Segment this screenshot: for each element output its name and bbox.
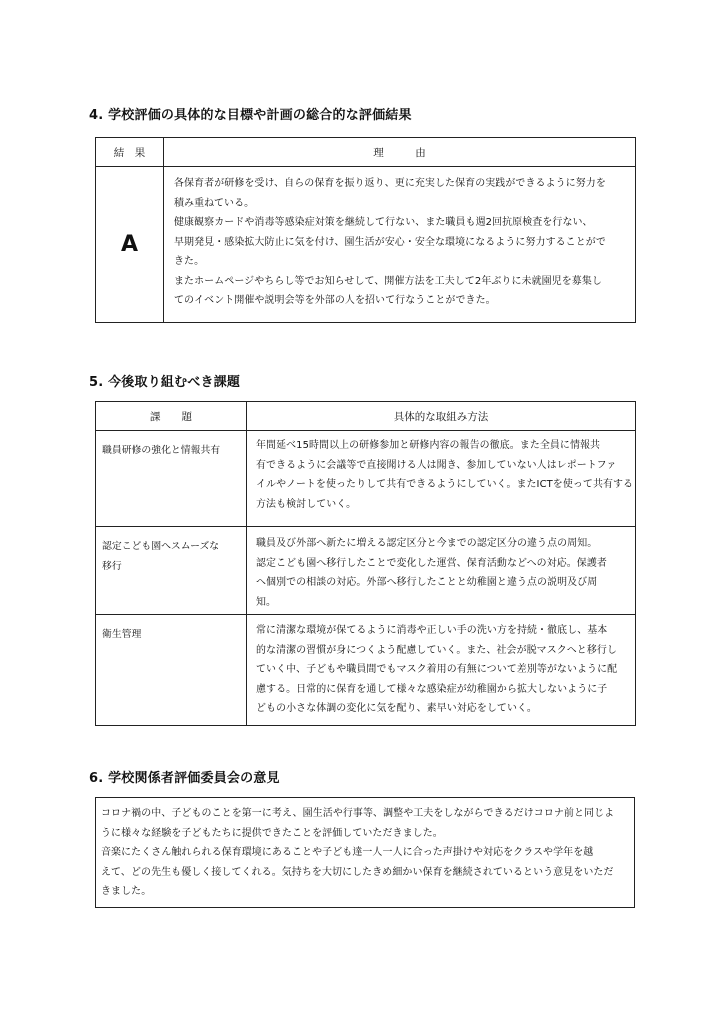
reason-line: 積み重ねている。	[174, 197, 255, 209]
task-line: 移行	[102, 560, 122, 572]
method-column-header: 具体的な取組み方法	[247, 402, 636, 431]
future-tasks-table	[95, 401, 636, 726]
task-line: 衛生管理	[102, 629, 142, 640]
task-cell	[96, 615, 247, 726]
method-line: 知。	[256, 596, 277, 608]
method-line: ていく中、子どもや職員間でもマスク着用の有無について差別等がないように配	[256, 664, 618, 675]
reason-line: またホームページやちらし等でお知らせして、開催方法を工夫して2年ぶりに未就園児を募集し	[174, 275, 602, 287]
method-line: 的な清潔の習慣が身につくよう配慮していく。また、社会が脱マスクへと移行し	[256, 644, 617, 656]
method-line: 方法も検討していく。	[256, 498, 357, 510]
reason-column-header: 理 由	[164, 138, 636, 167]
table-row	[96, 527, 636, 615]
method-cell	[247, 527, 636, 615]
task-line: 認定こども園へスムーズな	[102, 541, 220, 552]
opinion-line: えて、どの先生も優しく接してくれる。気持ちを大切にしたきめ細かい保育を継続されているという意見をいただ	[101, 866, 614, 878]
opinion-line: コロナ禍の中、子どものことを第一に考え、園生活や行事等、調整や工夫をしながらできるだけコロナ前と同じよ	[101, 808, 615, 819]
method-line: 慮する。日常的に保育を通して様々な感染症が幼稚園から拡大しないように子	[256, 683, 608, 695]
method-line: 常に清潔な環境が保てるように消毒や正しい手の洗い方を持続・徹底し、基本	[256, 625, 608, 636]
task-cell	[96, 527, 247, 615]
section5-heading: 5. 今後取り組むべき課題	[89, 375, 241, 390]
task-cell	[96, 431, 247, 527]
reason-line: きた。	[174, 256, 205, 267]
method-line: どもの小さな体調の変化に気を配り、素早い対応をしていく。	[256, 703, 537, 714]
opinion-line: きました。	[101, 886, 152, 897]
task-column-header: 課 題	[96, 402, 247, 431]
method-line: 有できるように会議等で直接聞ける人は聞き、参加していない人はレポートファ	[256, 459, 617, 471]
table-row	[96, 431, 636, 527]
section6-heading: 6. 学校関係者評価委員会の意見	[89, 771, 280, 786]
evaluation-result-table	[95, 137, 636, 323]
reason-line: 各保育者が研修を受け、自らの保育を振り返り、更に充実した保育の実践ができるように努力を	[174, 178, 606, 189]
evaluation-grade: A	[96, 167, 164, 323]
method-line: イルやノートを使ったりして共有できるようにしていく。またICTを使って共有する	[256, 479, 634, 490]
opinion-line: 音楽にたくさん触れられる保育環境にあることや子ども達一人一人に合った声掛けや対応をクラスや学年を越	[101, 847, 594, 858]
committee-opinion-box	[95, 797, 635, 908]
reason-line: 健康観察カードや消毒等感染症対策を継続して行ない、また職員も週2回抗原検査を行ない、	[174, 217, 593, 228]
method-line: へ個別での相談の対応。外部へ移行したことと幼稚園と違う点の説明及び周	[256, 577, 598, 588]
method-line: 認定こども園へ移行したことで変化した運営、保育活動などへの対応。保護者	[256, 557, 607, 569]
method-line: 年間延べ15時間以上の研修参加と研修内容の報告の徹底。また全員に情報共	[256, 440, 601, 451]
method-line: 職員及び外部へ新たに増える認定区分と今までの認定区分の違う点の周知。	[256, 538, 598, 549]
method-cell	[247, 615, 636, 726]
reason-line: てのイベント開催や説明会等を外部の人を招いて行なうことができた。	[174, 295, 496, 306]
table-row	[96, 615, 636, 726]
method-cell	[247, 431, 636, 527]
committee-opinion-text	[96, 798, 635, 908]
reason-line: 早期発見・感染拡大防止に気を付け、園生活が安心・安全な環境になるように努力することがで	[174, 236, 606, 248]
task-line: 職員研修の強化と情報共有	[102, 445, 221, 456]
opinion-line: うに様々な経験を子どもたちに提供できたことを評価していただきました。	[101, 827, 443, 839]
section4-heading: 4. 学校評価の具体的な目標や計画の総合的な評価結果	[89, 108, 412, 123]
result-column-header: 結 果	[96, 138, 164, 167]
evaluation-reason	[164, 167, 636, 323]
